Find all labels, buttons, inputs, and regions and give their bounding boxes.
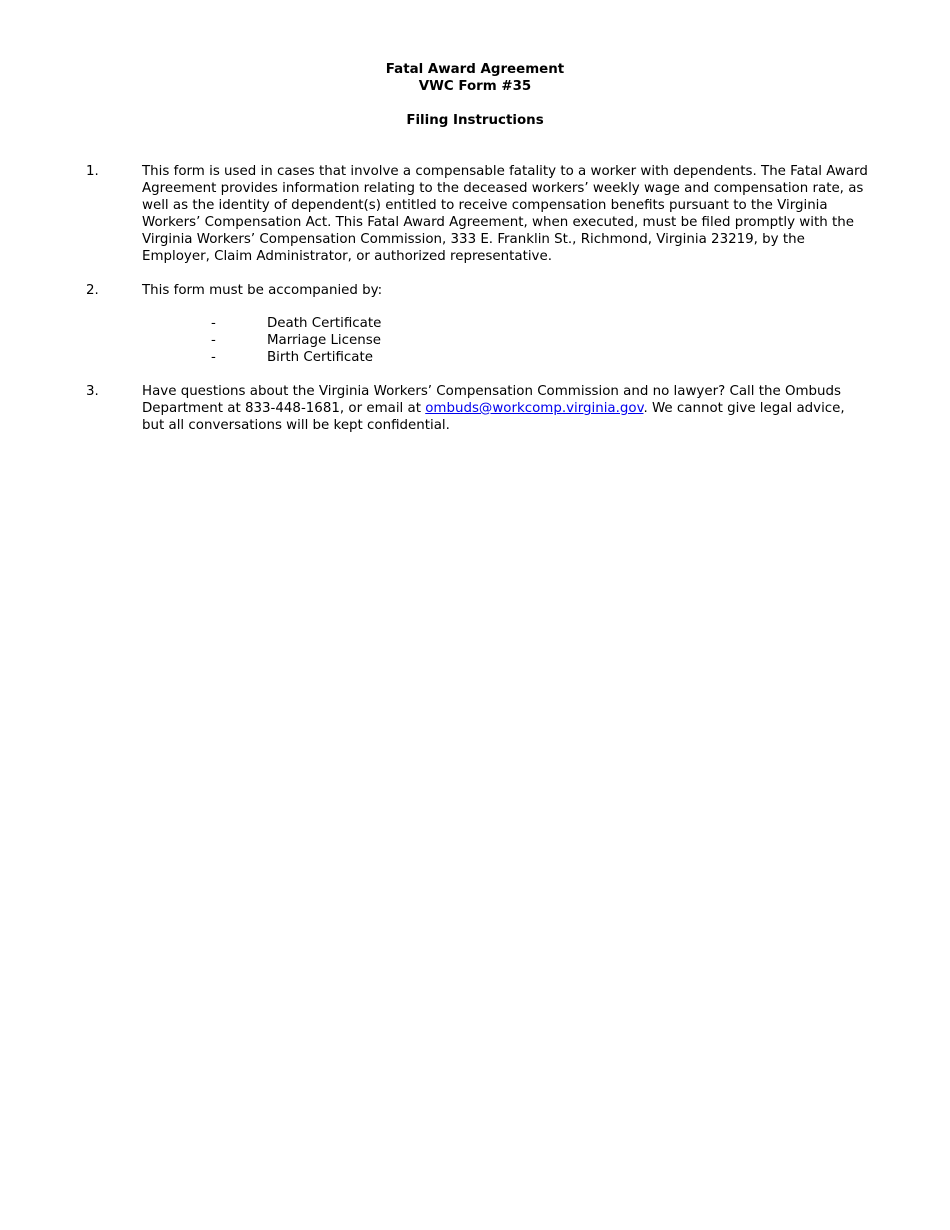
list-item: [0, 316, 950, 333]
section-title: Filing Instructions: [406, 113, 544, 128]
item-1-text: This form is used in cases that involve a compensable fatality to a worker with dependents. The Fatal Award Agreement provides information relating to the deceased workers’ weekly wage and compensation rate, as well as the identity of dependent(s) entitled to receive compensation benefits pursuant to the Virginia Workers’ Compensation Act. This Fatal Award Agreement, when executed, must be filed promptly with the Virginia Workers’ Compensation Commission, 333 E. Franklin St., Richmond, Virginia 23219, by the Employer, Claim Administrator, or authorized representative.: [142, 164, 868, 264]
attachment-birth-certificate: Birth Certificate: [267, 350, 373, 365]
attachment-list: [0, 316, 950, 367]
item-3-text-before: Have questions about the Virginia Workers’ Compensation Commission and no lawyer? Call the Ombuds Department at 833-448-1681, or email at: [142, 384, 841, 416]
list-bullet: -: [211, 350, 216, 365]
list-bullet: -: [211, 333, 216, 348]
item-1-number: 1.: [86, 164, 99, 179]
attachment-death-certificate: Death Certificate: [267, 316, 382, 331]
document-title: Fatal Award Agreement: [385, 62, 565, 77]
ombuds-email-link[interactable]: ombuds@workcomp.virginia.gov: [425, 400, 644, 416]
form-number: VWC Form #35: [418, 79, 532, 94]
item-2-number: 2.: [86, 283, 99, 298]
list-item: [0, 350, 950, 367]
list-bullet: -: [211, 316, 216, 331]
attachment-marriage-license: Marriage License: [267, 333, 381, 348]
item-3-text: [142, 384, 870, 435]
item-3-number: 3.: [86, 384, 99, 399]
list-item: [0, 333, 950, 350]
item-3-text-after: . We cannot give legal advice, but all conversations will be kept confidential.: [142, 400, 845, 433]
item-2-text: This form must be accompanied by:: [142, 283, 383, 298]
